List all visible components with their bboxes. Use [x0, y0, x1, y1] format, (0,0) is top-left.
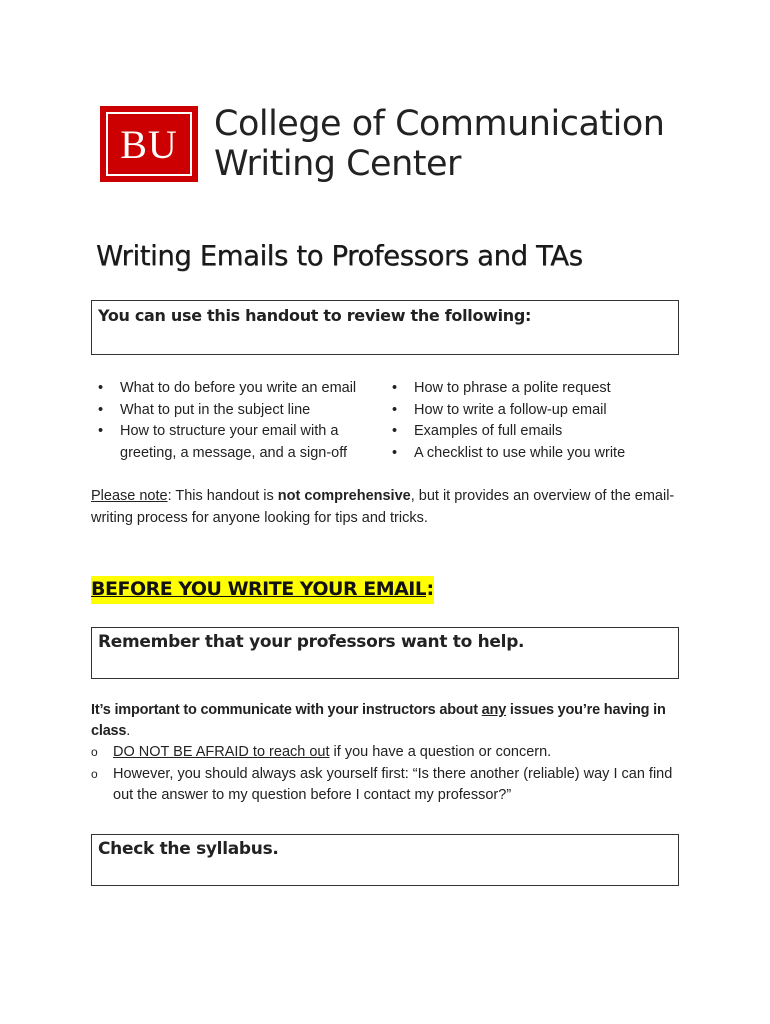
topic-text: What to do before you write an email — [120, 380, 357, 396]
circle-bullet-icon: o — [91, 745, 98, 759]
topic-text: How to write a follow-up email — [414, 401, 607, 418]
important-text-after: issues you’re having in class — [91, 702, 666, 739]
review-box — [91, 300, 679, 355]
bullet-icon: • — [392, 444, 398, 461]
advice-text: if you have a question or concern. — [329, 744, 552, 760]
syllabus-box — [91, 834, 679, 886]
logo-college-name: College of Communication — [214, 104, 665, 144]
topic-text: A checklist to use while you write — [414, 444, 626, 461]
list-item — [91, 764, 681, 807]
list-item — [91, 742, 681, 764]
section-heading — [91, 574, 434, 604]
important-period: . — [126, 723, 131, 739]
topic-text: How to structure your email with a greeting, a message, and a sign-off — [120, 423, 348, 461]
please-note-paragraph — [91, 486, 691, 529]
list-item — [98, 421, 383, 464]
list-item — [392, 421, 682, 443]
topic-text: What to put in the subject line — [120, 401, 311, 418]
page-title: Writing Emails to Professors and TAs — [96, 240, 583, 272]
bu-logo-mark — [100, 106, 198, 182]
list-item — [392, 378, 682, 400]
syllabus-box-heading: Check the syllabus. — [98, 839, 279, 859]
bullet-icon: • — [392, 401, 398, 418]
review-box-heading: You can use this handout to review the following: — [98, 306, 532, 325]
list-item — [98, 378, 383, 400]
advice-text: However, you should always ask yourself first: “Is there another (reliable) way I can find out the answer to my question before I contact my professor?” — [113, 765, 673, 803]
topics-list-left — [98, 378, 383, 464]
advice-underlined: DO NOT BE AFRAID to reach out — [113, 744, 330, 760]
important-paragraph — [91, 700, 681, 742]
list-item — [392, 443, 682, 465]
note-label: Please note — [91, 488, 168, 504]
list-item — [392, 400, 682, 422]
circle-bullet-icon: o — [91, 766, 98, 781]
bullet-icon: • — [392, 423, 398, 439]
help-box-heading: Remember that your professors want to help. — [98, 632, 525, 652]
note-text-after: , but it provides an overview of the email-writing process for anyone looking for tips and tricks. — [91, 488, 675, 526]
bullet-icon: • — [392, 380, 398, 396]
topics-list-right — [392, 378, 682, 464]
important-text-before: It’s important to communicate with your instructors about — [91, 702, 482, 718]
section-heading-highlight: BEFORE YOU WRITE YOUR EMAIL — [91, 576, 426, 604]
topic-text: Examples of full emails — [414, 423, 563, 439]
bullet-icon: • — [98, 423, 104, 439]
bullet-icon: • — [98, 401, 104, 418]
bu-logo-text: BU — [106, 112, 192, 176]
bullet-icon: • — [98, 380, 104, 396]
logo-center-name: Writing Center — [214, 144, 461, 184]
section-heading-colon: : — [426, 576, 433, 604]
note-bold-text: not comprehensive — [277, 488, 411, 504]
topic-text: How to phrase a polite request — [414, 380, 611, 396]
important-underlined: any — [481, 702, 507, 718]
note-text-before: : This handout is — [167, 488, 278, 504]
advice-list — [91, 742, 681, 807]
list-item — [98, 400, 383, 422]
help-box — [91, 627, 679, 679]
bu-logo — [100, 104, 700, 188]
